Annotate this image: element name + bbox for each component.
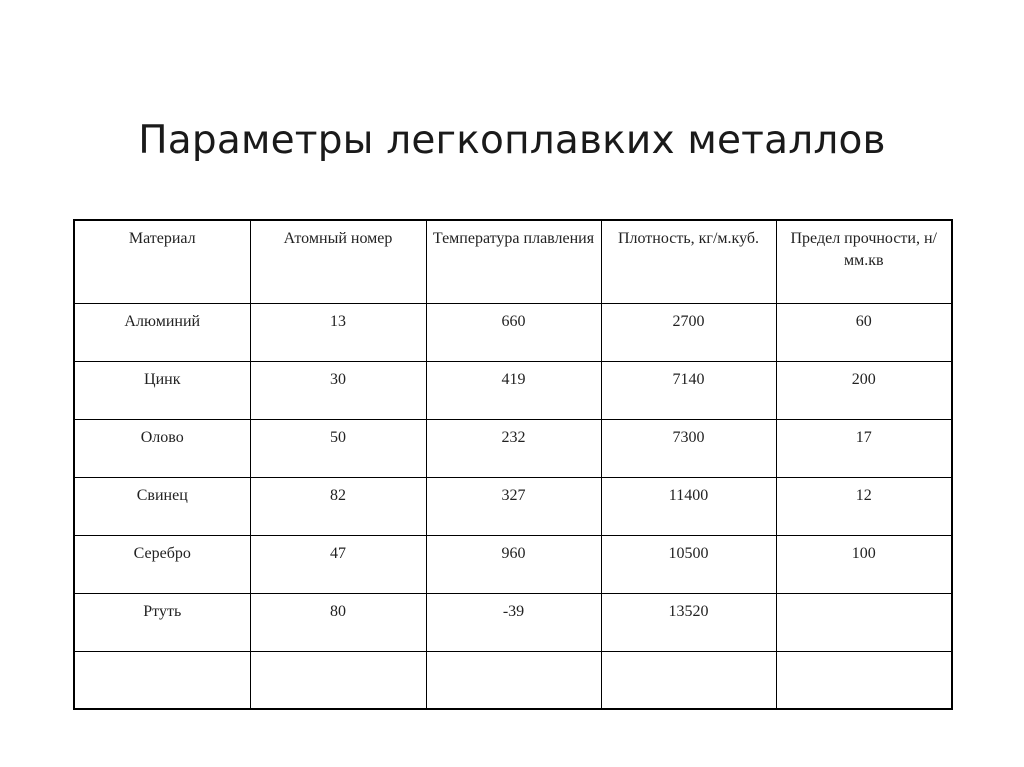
- cell-density: 7140: [601, 361, 776, 419]
- cell-empty: [74, 651, 250, 709]
- cell-density: 10500: [601, 535, 776, 593]
- cell-material: Свинец: [74, 477, 250, 535]
- cell-material: Олово: [74, 419, 250, 477]
- table-row: [74, 419, 952, 477]
- slide-title: Параметры легкоплавких металлов: [138, 118, 886, 164]
- cell-density: 7300: [601, 419, 776, 477]
- cell-melting-temperature: 960: [426, 535, 601, 593]
- header-density: Плотность, кг/м.куб.: [601, 220, 776, 303]
- cell-density: 11400: [601, 477, 776, 535]
- table-row: [74, 303, 952, 361]
- cell-tensile-strength: 17: [776, 419, 952, 477]
- cell-atomic-number: 30: [250, 361, 426, 419]
- cell-atomic-number: 13: [250, 303, 426, 361]
- cell-melting-temperature: 232: [426, 419, 601, 477]
- cell-empty: [601, 651, 776, 709]
- cell-tensile-strength: 12: [776, 477, 952, 535]
- cell-melting-temperature: 660: [426, 303, 601, 361]
- cell-atomic-number: 82: [250, 477, 426, 535]
- table-row: [74, 361, 952, 419]
- cell-melting-temperature: -39: [426, 593, 601, 651]
- table-row: [74, 535, 952, 593]
- cell-atomic-number: 50: [250, 419, 426, 477]
- cell-tensile-strength: 100: [776, 535, 952, 593]
- cell-material: Серебро: [74, 535, 250, 593]
- header-material: Материал: [74, 220, 250, 303]
- cell-material: Алюминий: [74, 303, 250, 361]
- cell-tensile-strength: 200: [776, 361, 952, 419]
- cell-melting-temperature: 419: [426, 361, 601, 419]
- cell-atomic-number: 80: [250, 593, 426, 651]
- table-row: [74, 477, 952, 535]
- cell-material: Ртуть: [74, 593, 250, 651]
- cell-empty: [776, 651, 952, 709]
- header-atomic-number: Атомный номер: [250, 220, 426, 303]
- cell-density: 13520: [601, 593, 776, 651]
- cell-tensile-strength: 60: [776, 303, 952, 361]
- table-row: [74, 593, 952, 651]
- cell-empty: [250, 651, 426, 709]
- header-melting-temperature: Температура плавления: [426, 220, 601, 303]
- table-row-empty: [74, 651, 952, 709]
- header-tensile-strength: Предел прочности, н/мм.кв: [776, 220, 952, 303]
- cell-tensile-strength: [776, 593, 952, 651]
- cell-empty: [426, 651, 601, 709]
- cell-density: 2700: [601, 303, 776, 361]
- cell-melting-temperature: 327: [426, 477, 601, 535]
- metals-table: [73, 219, 953, 710]
- table-header-row: [74, 220, 952, 303]
- cell-material: Цинк: [74, 361, 250, 419]
- cell-atomic-number: 47: [250, 535, 426, 593]
